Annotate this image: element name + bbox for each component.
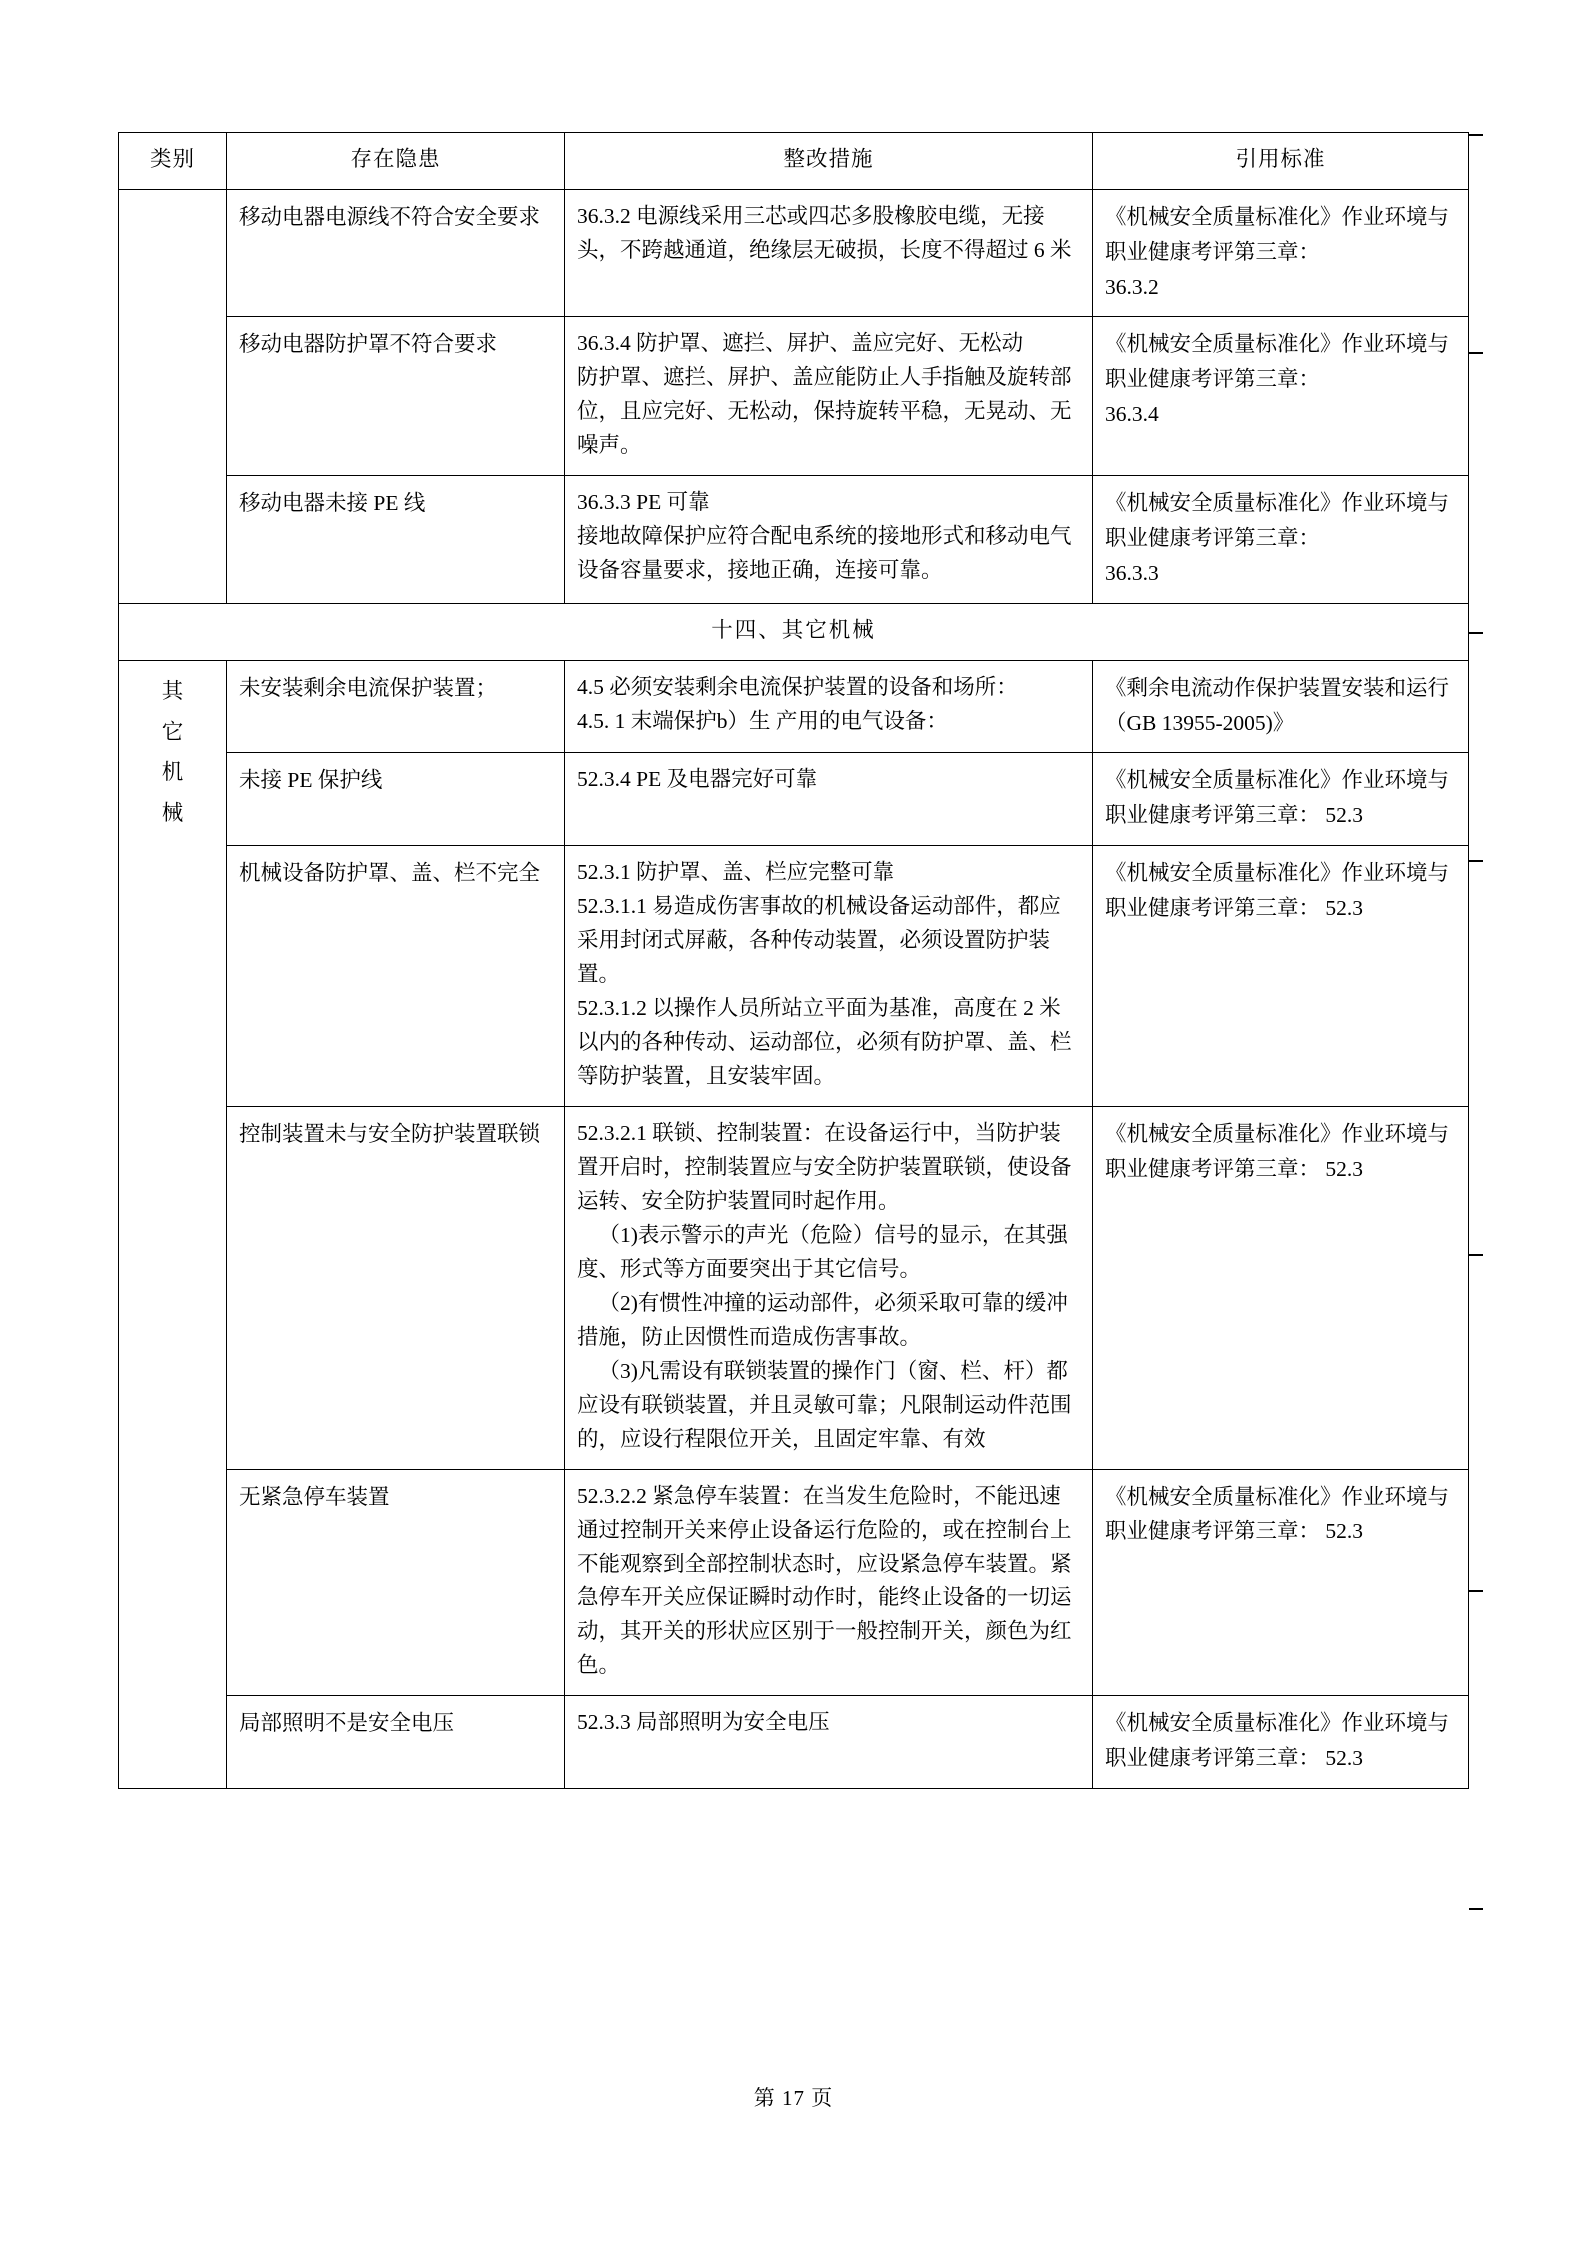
measure-paragraph: 4.5. 1 末端保护b）生 产用的电气设备： [577, 708, 948, 733]
margin-tick [1469, 1254, 1483, 1256]
measure-paragraph: （2)有惯性冲撞的运动部件，必须采取可靠的缓冲措施，防止因惯性而造成伤害事故。 [577, 1290, 1068, 1349]
margin-tick [1469, 352, 1483, 354]
table-row [119, 476, 1469, 603]
hazard-cell: 局部照明不是安全电压 [227, 1696, 565, 1789]
reference-paragraph: 《剩余电流动作保护装置安装和运行（GB 13955-2005)》 [1105, 675, 1450, 735]
measure-paragraph: （3)凡需设有联锁装置的操作门（窗、栏、杆）都应设有联锁装置，并且灵敏可靠；凡限制运动件范围的，应设行程限位开关，且固定牢靠、有效 [577, 1358, 1072, 1451]
table-row [119, 1696, 1469, 1789]
measure-paragraph: 52.3.4 PE 及电器完好可靠 [577, 767, 818, 792]
column-header-reference: 引用标准 [1093, 133, 1469, 190]
table-header-row [119, 133, 1469, 190]
measure-cell [565, 1106, 1093, 1469]
category-cell-empty [119, 189, 227, 603]
measure-cell [565, 660, 1093, 753]
measure-paragraph: 52.3.3 局部照明为安全电压 [577, 1710, 830, 1735]
category-cell-other-machinery [119, 660, 227, 1788]
reference-code: 36.3.2 [1105, 274, 1159, 299]
measure-paragraph: 36.3.2 电源线采用三芯或四芯多股橡胶电缆，无接头，不跨越通道，绝缘层无破损，长度不得超过 6 米 [577, 203, 1072, 262]
measure-paragraph: 4.5 必须安装剩余电流保护装置的设备和场所： [577, 674, 1018, 699]
reference-cell [1093, 1469, 1469, 1696]
hazard-cell: 无紧急停车装置 [227, 1469, 565, 1696]
section-title-row [119, 603, 1469, 660]
measure-paragraph: 52.3.2.2 紧急停车装置：在当发生危险时，不能迅速通过控制开关来停止设备运行危险的，或在控制台上不能观察到全部控制状态时，应设紧急停车装置。紧急停车开关应保证瞬时动作时，能终止设备的一切运动，其开关的形状应区别于一般控制开关，颜色为红色。 [577, 1483, 1072, 1678]
measure-paragraph: 52.3.1.1 易造成伤害事故的机械设备运动部件，都应采用封闭式屏蔽，各种传动装置，必须设置防护装置。 [577, 894, 1061, 986]
table-row [119, 317, 1469, 476]
hazard-cell: 移动电器未接 PE 线 [227, 476, 565, 603]
page-number: 第 17 页 [753, 2086, 834, 2110]
measure-paragraph: 36.3.3 PE 可靠 [577, 490, 710, 515]
reference-cell [1093, 660, 1469, 753]
measure-cell [565, 846, 1093, 1107]
column-header-hazard: 存在隐患 [227, 133, 565, 190]
reference-code: 36.3.3 [1105, 560, 1159, 585]
measure-cell [565, 317, 1093, 476]
measure-paragraph: 52.3.2.1 联锁、控制装置：在设备运行中，当防护装置开启时，控制装置应与安全防护装置联锁，使设备运转、安全防护装置同时起作用。 [577, 1120, 1072, 1213]
reference-cell [1093, 1106, 1469, 1469]
measure-paragraph: 52.3.1.2 以操作人员所站立平面为基准，高度在 2 米以内的各种传动、运动部位，必须有防护罩、盖、栏等防护装置，且安装牢固。 [577, 995, 1072, 1088]
measure-paragraph: 52.3.1 防护罩、盖、栏应完整可靠 [577, 860, 895, 885]
margin-tick [1469, 134, 1483, 136]
reference-paragraph: 《机械安全质量标准化》作业环境与职业健康考评第三章： [1105, 332, 1450, 392]
measure-paragraph: （1)表示警示的声光（危险）信号的显示，在其强度、形式等方面要突出于其它信号。 [577, 1222, 1068, 1281]
reference-cell [1093, 476, 1469, 603]
hazard-cell: 移动电器电源线不符合安全要求 [227, 189, 565, 316]
table-row [119, 1106, 1469, 1469]
margin-tick [1469, 1908, 1483, 1910]
section-title: 十四、其它机械 [119, 603, 1469, 660]
measure-cell [565, 1469, 1093, 1696]
reference-cell [1093, 1696, 1469, 1789]
reference-cell [1093, 317, 1469, 476]
table-row [119, 189, 1469, 316]
hazard-cell: 未接 PE 保护线 [227, 753, 565, 846]
hazard-cell: 移动电器防护罩不符合要求 [227, 317, 565, 476]
table-row [119, 1469, 1469, 1696]
reference-code: 36.3.4 [1105, 402, 1159, 427]
reference-paragraph: 《机械安全质量标准化》作业环境与职业健康考评第三章： 52.3 [1105, 1484, 1450, 1544]
column-header-category: 类别 [119, 133, 227, 190]
reference-paragraph: 《机械安全质量标准化》作业环境与职业健康考评第三章： 52.3 [1105, 768, 1450, 828]
table-wrapper [118, 132, 1468, 1789]
reference-paragraph: 《机械安全质量标准化》作业环境与职业健康考评第三章： 52.3 [1105, 1121, 1450, 1181]
measure-paragraph: 防护罩、遮拦、屏护、盖应能防止人手指触及旋转部位，且应完好、无松动，保持旋转平稳，无晃动、无噪声。 [577, 365, 1072, 458]
measure-paragraph: 接地故障保护应符合配电系统的接地形式和移动电气设备容量要求，接地正确，连接可靠。 [577, 524, 1072, 583]
margin-tick [1469, 632, 1483, 634]
measure-cell [565, 1696, 1093, 1789]
page-footer [0, 2082, 1587, 2112]
table-row [119, 660, 1469, 753]
category-label: 其 它 机 械 [161, 678, 184, 826]
margin-tick [1469, 860, 1483, 862]
reference-paragraph: 《机械安全质量标准化》作业环境与职业健康考评第三章： [1105, 491, 1450, 551]
hazard-cell: 控制装置未与安全防护装置联锁 [227, 1106, 565, 1469]
margin-tick [1469, 1590, 1483, 1592]
reference-paragraph: 《机械安全质量标准化》作业环境与职业健康考评第三章： [1105, 204, 1450, 264]
measure-cell [565, 476, 1093, 603]
column-header-measure: 整改措施 [565, 133, 1093, 190]
reference-cell [1093, 753, 1469, 846]
hazard-cell: 机械设备防护罩、盖、栏不完全 [227, 846, 565, 1107]
reference-cell [1093, 846, 1469, 1107]
reference-paragraph: 《机械安全质量标准化》作业环境与职业健康考评第三章： 52.3 [1105, 1711, 1450, 1771]
reference-cell [1093, 189, 1469, 316]
table-row [119, 846, 1469, 1107]
measure-cell [565, 753, 1093, 846]
measure-paragraph: 36.3.4 防护罩、遮拦、屏护、盖应完好、无松动 [577, 331, 1024, 356]
hazard-table [118, 132, 1469, 1789]
measure-cell [565, 189, 1093, 316]
table-row [119, 753, 1469, 846]
hazard-cell: 未安装剩余电流保护装置； [227, 660, 565, 753]
reference-paragraph: 《机械安全质量标准化》作业环境与职业健康考评第三章： 52.3 [1105, 861, 1450, 920]
